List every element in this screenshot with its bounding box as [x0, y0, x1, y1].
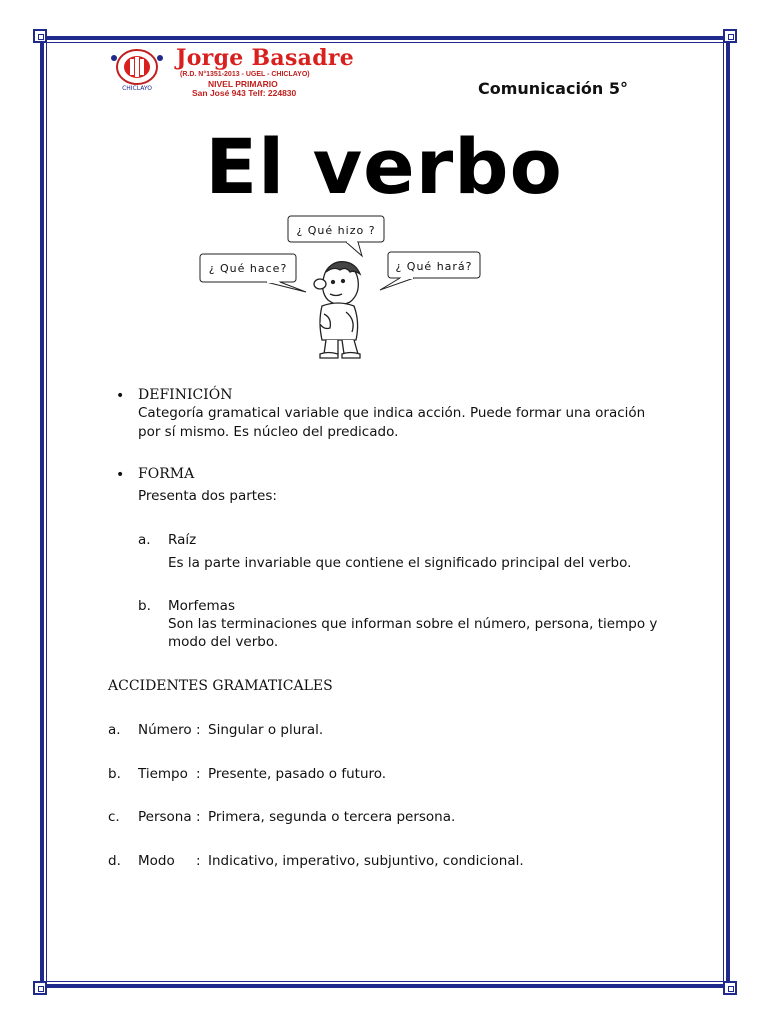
border-corner-bottom-left: [33, 981, 47, 995]
forma-part-b-line-2: modo del verbo.: [168, 634, 279, 650]
forma-part-a-line-1: Es la parte invariable que contiene el significado principal del verbo.: [168, 555, 632, 571]
school-address: San José 943 Telf: 224830: [192, 88, 297, 98]
page-title: El verbo: [205, 122, 563, 211]
definicion-line-1: Categoría gramatical variable que indica acción. Puede formar una oración: [138, 405, 646, 421]
school-logo-icon: [108, 48, 166, 92]
course-label: Comunicación 5°: [478, 79, 629, 98]
svg-text:¿ Qué hizo ?: ¿ Qué hizo ?: [296, 224, 376, 237]
definicion-heading: DEFINICIÓN: [138, 387, 233, 403]
forma-part-b-line-1: Son las terminaciones que informan sobre el número, persona, tiempo y: [168, 616, 658, 632]
bullet-definicion: •: [116, 388, 125, 404]
accidentes-heading: ACCIDENTES GRAMATICALES: [108, 678, 333, 694]
accidente-c-name: Persona: [138, 809, 192, 825]
forma-intro: Presenta dos partes:: [138, 488, 277, 504]
forma-heading: FORMA: [138, 466, 195, 482]
accidente-a-desc: Singular o plural.: [208, 722, 324, 738]
thinking-boy-illustration: [196, 214, 486, 362]
boy-figure: [314, 262, 360, 358]
forma-part-b-marker: b.: [138, 598, 151, 614]
accidente-c-marker: c.: [108, 809, 120, 825]
border-corner-bottom-right: [723, 981, 737, 995]
school-resolution: (R.D. N°1351-2013 - UGEL - CHICLAYO): [180, 71, 310, 78]
school-name: Jorge Basadre: [176, 45, 355, 71]
svg-text:¿ Qué hace?: ¿ Qué hace?: [208, 262, 288, 275]
accidente-b-sep: :: [196, 766, 201, 782]
speech-bubble-right: [380, 252, 480, 290]
forma-part-b-name: Morfemas: [168, 598, 235, 614]
accidente-a-marker: a.: [108, 722, 121, 738]
accidente-b-name: Tiempo: [138, 766, 188, 782]
border-corner-top-left: [33, 29, 47, 43]
accidente-d-desc: Indicativo, imperativo, subjuntivo, condicional.: [208, 853, 524, 869]
forma-part-a-marker: a.: [138, 532, 151, 548]
speech-bubble-top: [288, 216, 384, 256]
accidente-b-desc: Presente, pasado o futuro.: [208, 766, 387, 782]
accidente-a-sep: :: [196, 722, 201, 738]
border-corner-top-right: [723, 29, 737, 43]
bullet-forma: •: [116, 467, 125, 483]
accidente-b-marker: b.: [108, 766, 121, 782]
accidente-a-name: Número: [138, 722, 192, 738]
forma-part-a-name: Raíz: [168, 532, 197, 548]
definicion-line-2: por sí mismo. Es núcleo del predicado.: [138, 424, 399, 440]
accidente-d-name: Modo: [138, 853, 175, 869]
svg-text:¿ Qué hará?: ¿ Qué hará?: [395, 260, 473, 273]
accidente-c-desc: Primera, segunda o tercera persona.: [208, 809, 456, 825]
accidente-c-sep: :: [196, 809, 201, 825]
svg-text:CHICLAYO: CHICLAYO: [122, 85, 152, 92]
speech-bubble-left: [200, 254, 306, 292]
school-level: NIVEL PRIMARIO: [208, 79, 278, 89]
accidente-d-marker: d.: [108, 853, 121, 869]
accidente-d-sep: :: [196, 853, 201, 869]
